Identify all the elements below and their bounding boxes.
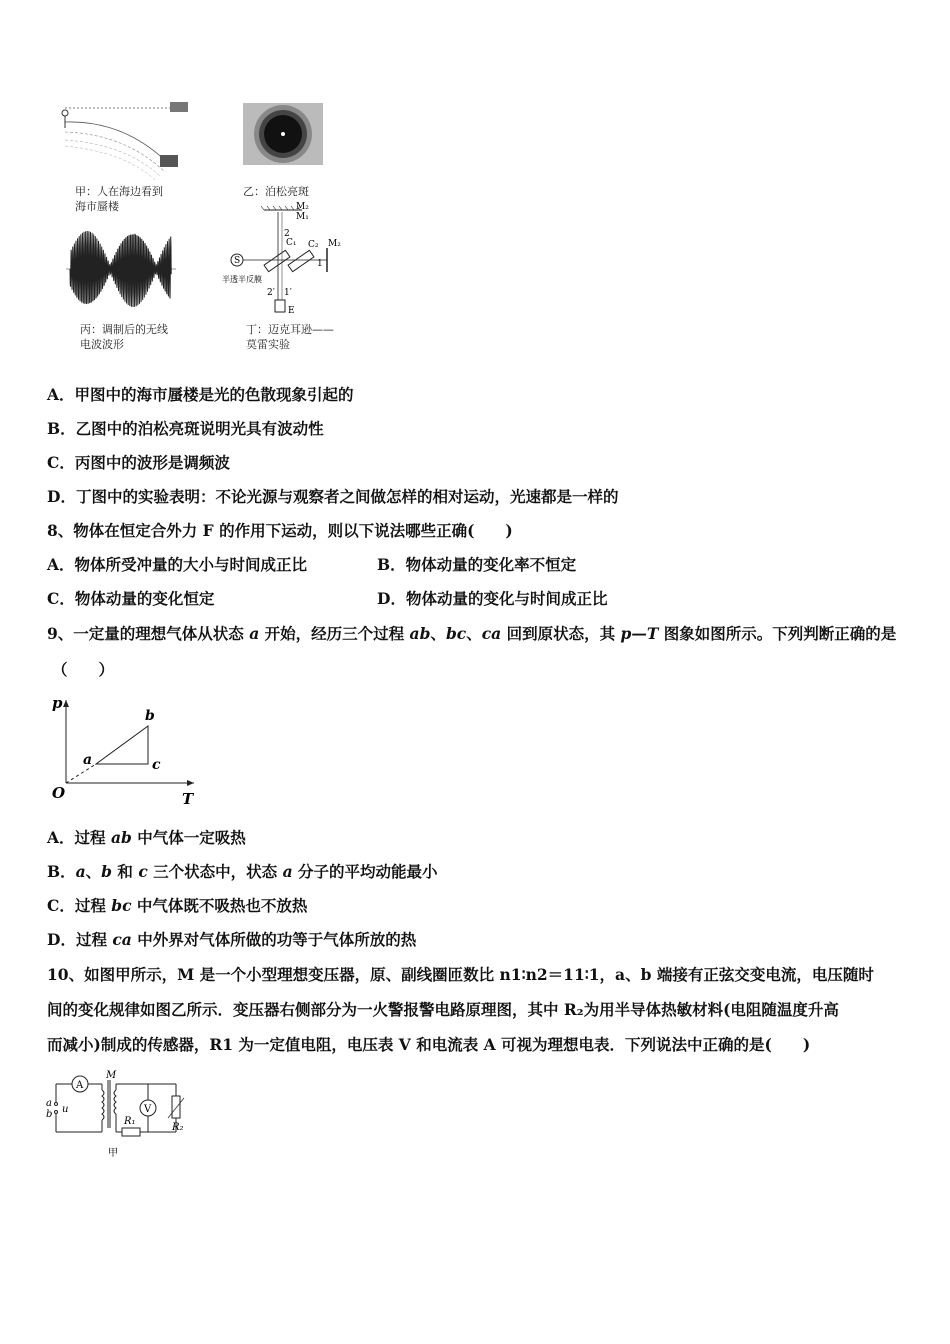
q7-option-c: C．丙图中的波形是调频波 (47, 453, 230, 472)
label-source: S (234, 256, 241, 266)
label-2: 2 (284, 229, 290, 239)
label-m1-top: M₁ (296, 212, 309, 222)
q8-option-c: C．物体动量的变化恒定 (47, 589, 215, 608)
q10-stem-line-1: 10、如图甲所示，M 是一个小型理想变压器，原、副线圈匝数比 n1∶n2＝11∶1，a、b 端接有正弦交变电流，电压随时 (47, 965, 874, 984)
q10-stem-line-3: 而减小)制成的传感器，R1 为一定值电阻，电压表 V 和电流表 A 可视为理想电表．下列说法中正确的是( ) (47, 1035, 811, 1054)
label-e: E (288, 306, 295, 316)
q8-option-b: B．物体动量的变化率不恒定 (377, 555, 577, 574)
t-axis-label: T (182, 790, 194, 808)
point-c-label: c (152, 757, 161, 773)
label-m2-top: M₂ (296, 202, 309, 212)
yi-caption: 乙：泊松亮斑 (243, 185, 309, 198)
michelson-figure (222, 200, 352, 320)
q7-option-d: D．丁图中的实验表明：不论光源与观察者之间做怎样的相对运动，光速都是一样的 (47, 487, 619, 506)
q9-option-b: B．a、b 和 c 三个状态中，状态 a 分子的平均动能最小 (47, 862, 438, 881)
jia-caption: 甲：人在海边看到 海市蜃楼 (75, 185, 163, 213)
transformer-circuit (44, 1068, 194, 1164)
q8-stem: 8、物体在恒定合外力 F 的作用下运动，则以下说法哪些正确( ) (47, 521, 513, 540)
r1-label: R₁ (124, 1116, 136, 1127)
q9-option-a: A．过程 ab 中气体一定吸热 (47, 828, 246, 847)
label-2p: 2′ (267, 288, 275, 298)
ding-caption: 丁：迈克耳逊—— 莫雷实验 (246, 323, 334, 351)
q9-option-d: D．过程 ca 中外界对气体所做的功等于气体所放的热 (47, 930, 417, 949)
p-axis-label: p (52, 694, 63, 712)
modulated-wave-figure (66, 228, 176, 310)
ammeter-label: A (76, 1080, 84, 1091)
poisson-spot-figure (243, 103, 323, 165)
point-b-label: b (145, 708, 155, 724)
point-a-label: a (83, 752, 93, 768)
q7-option-a: A．甲图中的海市蜃楼是光的色散现象引起的 (47, 385, 354, 404)
q8-option-a: A．物体所受冲量的大小与时间成正比 (47, 555, 308, 574)
transformer-label: M (106, 1070, 117, 1081)
voltage-u-label: u (62, 1104, 69, 1115)
origin-label: O (52, 784, 66, 802)
q10-stem-line-2: 间的变化规律如图乙所示．变压器右侧部分为一火警报警电路原理图，其中 R₂为用半导体热敏材料(电阻随温度升高 (47, 1000, 839, 1019)
q7-option-b: B．乙图中的泊松亮斑说明光具有波动性 (47, 419, 324, 438)
terminal-b-label: b (46, 1109, 53, 1120)
modulated-wave-path (70, 231, 171, 307)
terminal-a-label: a (46, 1098, 52, 1109)
bing-caption: 丙：调制后的无线 电波波形 (80, 323, 168, 351)
mirage-figure (55, 100, 205, 182)
label-splitter: 半透半反膜 (222, 275, 262, 284)
circuit-caption: 甲 (108, 1148, 118, 1159)
label-1p: 1′ (284, 288, 292, 298)
pt-graph (46, 688, 206, 810)
q9-stem: 9、一定量的理想气体从状态 a 开始，经历三个过程 ab、bc、ca 回到原状态，其 p—T 图象如图所示。下列判断正确的是 (47, 624, 897, 643)
q9-bracket: （ ） (52, 660, 115, 679)
label-c1: C₁ (286, 238, 297, 248)
label-1: 1 (317, 259, 323, 269)
label-m2-right: M₂ (328, 239, 341, 249)
r2-label: R₂ (172, 1122, 184, 1133)
label-c2: C₂ (308, 240, 319, 250)
voltmeter-label: V (144, 1104, 152, 1115)
q8-option-d: D．物体动量的变化与时间成正比 (377, 589, 608, 608)
q9-option-c: C．过程 bc 中气体既不吸热也不放热 (47, 896, 308, 915)
